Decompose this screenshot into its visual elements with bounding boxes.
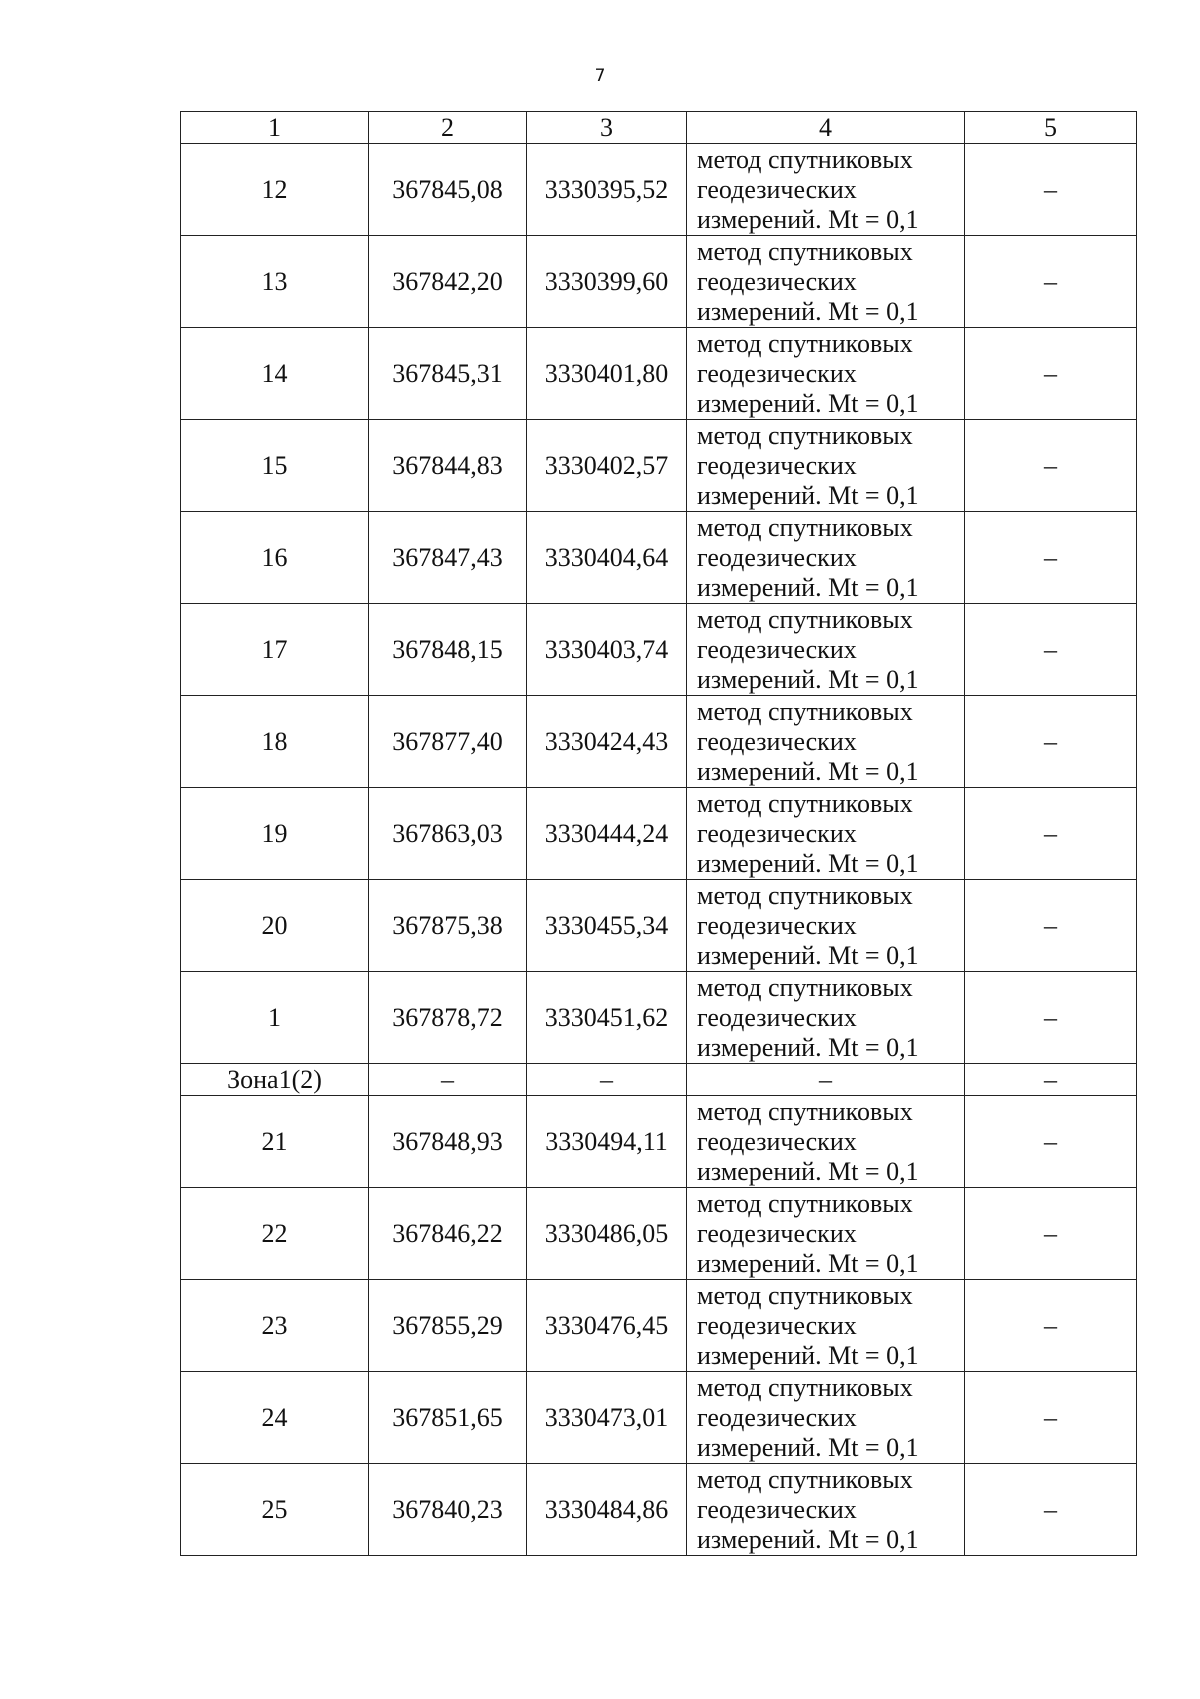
y-coordinate-cell: 3330444,24 [527, 788, 687, 880]
method-text-line: геодезических [697, 1218, 857, 1248]
table-row [181, 696, 1137, 788]
method-text-line: геодезических [697, 634, 857, 664]
point-number-cell: 18 [181, 696, 369, 788]
column-5-cell: – [965, 972, 1137, 1064]
method-text-line: измерений. Mt = 0,1 [697, 204, 919, 234]
table-row [181, 236, 1137, 328]
table-row [181, 1096, 1137, 1188]
table-row [181, 972, 1137, 1064]
method-cell [687, 788, 965, 880]
table-row [181, 604, 1137, 696]
table-row [181, 144, 1137, 236]
method-text-line: измерений. Mt = 0,1 [697, 480, 919, 510]
table-row [181, 512, 1137, 604]
method-text-line: метод спутниковых [697, 236, 913, 266]
method-text-line: метод спутниковых [697, 328, 913, 358]
method-text-line: метод спутниковых [697, 1280, 913, 1310]
y-coordinate-cell: 3330404,64 [527, 512, 687, 604]
method-cell [687, 236, 965, 328]
method-cell [687, 1188, 965, 1280]
point-number-cell: 16 [181, 512, 369, 604]
y-coordinate-cell: 3330403,74 [527, 604, 687, 696]
y-coordinate-cell: 3330402,57 [527, 420, 687, 512]
method-text-line: геодезических [697, 542, 857, 572]
method-text-line: метод спутниковых [697, 1188, 913, 1218]
method-text-line: измерений. Mt = 0,1 [697, 1248, 919, 1278]
column-header: 5 [965, 112, 1137, 144]
page-number: 7 [594, 66, 606, 86]
method-text-line: геодезических [697, 1402, 857, 1432]
method-cell [687, 328, 965, 420]
table-row [181, 1464, 1137, 1556]
x-coordinate-cell: 367878,72 [369, 972, 527, 1064]
x-coordinate-cell: 367847,43 [369, 512, 527, 604]
method-text-line: измерений. Mt = 0,1 [697, 848, 919, 878]
zone-dash-cell: – [687, 1064, 965, 1096]
method-cell [687, 604, 965, 696]
y-coordinate-cell: 3330451,62 [527, 972, 687, 1064]
point-number-cell: 13 [181, 236, 369, 328]
coordinates-table [180, 111, 1137, 1556]
point-number-cell: 24 [181, 1372, 369, 1464]
x-coordinate-cell: 367863,03 [369, 788, 527, 880]
table-row [181, 1280, 1137, 1372]
x-coordinate-cell: 367844,83 [369, 420, 527, 512]
method-text-line: геодезических [697, 1002, 857, 1032]
point-number-cell: 12 [181, 144, 369, 236]
table-row [181, 1188, 1137, 1280]
point-number-cell: 25 [181, 1464, 369, 1556]
method-text-line: измерений. Mt = 0,1 [697, 572, 919, 602]
column-5-cell: – [965, 512, 1137, 604]
method-text-line: метод спутниковых [697, 604, 913, 634]
column-5-cell: – [965, 788, 1137, 880]
method-text-line: измерений. Mt = 0,1 [697, 664, 919, 694]
zone-row [181, 1064, 1137, 1096]
column-header: 3 [527, 112, 687, 144]
method-cell [687, 696, 965, 788]
method-cell [687, 972, 965, 1064]
column-5-cell: – [965, 236, 1137, 328]
y-coordinate-cell: 3330399,60 [527, 236, 687, 328]
method-text-line: геодезических [697, 174, 857, 204]
x-coordinate-cell: 367848,93 [369, 1096, 527, 1188]
point-number-cell: 14 [181, 328, 369, 420]
method-text-line: геодезических [697, 266, 857, 296]
point-number-cell: 20 [181, 880, 369, 972]
column-5-cell: – [965, 144, 1137, 236]
zone-dash-cell: – [965, 1064, 1137, 1096]
method-text-line: метод спутниковых [697, 972, 913, 1002]
method-text-line: геодезических [697, 450, 857, 480]
table-row [181, 328, 1137, 420]
method-text-line: метод спутниковых [697, 1096, 913, 1126]
column-5-cell: – [965, 1372, 1137, 1464]
point-number-cell: 15 [181, 420, 369, 512]
zone-dash-cell: – [369, 1064, 527, 1096]
method-text-line: геодезических [697, 1494, 857, 1524]
method-cell [687, 880, 965, 972]
method-text-line: метод спутниковых [697, 880, 913, 910]
x-coordinate-cell: 367851,65 [369, 1372, 527, 1464]
table-header-row [181, 112, 1137, 144]
method-text-line: измерений. Mt = 0,1 [697, 1032, 919, 1062]
method-text-line: метод спутниковых [697, 1372, 913, 1402]
zone-label-cell: Зона1(2) [181, 1064, 369, 1096]
y-coordinate-cell: 3330424,43 [527, 696, 687, 788]
method-cell [687, 144, 965, 236]
method-text-line: метод спутниковых [697, 696, 913, 726]
y-coordinate-cell: 3330486,05 [527, 1188, 687, 1280]
method-text-line: геодезических [697, 726, 857, 756]
method-text-line: метод спутниковых [697, 788, 913, 818]
method-text-line: измерений. Mt = 0,1 [697, 296, 919, 326]
method-text-line: измерений. Mt = 0,1 [697, 1524, 919, 1554]
y-coordinate-cell: 3330494,11 [527, 1096, 687, 1188]
column-header: 4 [687, 112, 965, 144]
method-text-line: измерений. Mt = 0,1 [697, 1156, 919, 1186]
y-coordinate-cell: 3330401,80 [527, 328, 687, 420]
table-row [181, 788, 1137, 880]
column-5-cell: – [965, 1096, 1137, 1188]
method-text-line: геодезических [697, 1126, 857, 1156]
table-row [181, 420, 1137, 512]
point-number-cell: 1 [181, 972, 369, 1064]
x-coordinate-cell: 367845,31 [369, 328, 527, 420]
table-row [181, 880, 1137, 972]
x-coordinate-cell: 367842,20 [369, 236, 527, 328]
method-text-line: геодезических [697, 358, 857, 388]
method-text-line: измерений. Mt = 0,1 [697, 756, 919, 786]
method-cell [687, 512, 965, 604]
method-cell [687, 1280, 965, 1372]
column-header: 1 [181, 112, 369, 144]
method-cell [687, 420, 965, 512]
method-text-line: геодезических [697, 910, 857, 940]
method-text-line: измерений. Mt = 0,1 [697, 1340, 919, 1370]
x-coordinate-cell: 367846,22 [369, 1188, 527, 1280]
y-coordinate-cell: 3330473,01 [527, 1372, 687, 1464]
x-coordinate-cell: 367845,08 [369, 144, 527, 236]
column-5-cell: – [965, 328, 1137, 420]
method-text-line: измерений. Mt = 0,1 [697, 940, 919, 970]
column-5-cell: – [965, 604, 1137, 696]
zone-dash-cell: – [527, 1064, 687, 1096]
column-5-cell: – [965, 1464, 1137, 1556]
coordinates-table-body [181, 112, 1137, 1556]
point-number-cell: 21 [181, 1096, 369, 1188]
column-5-cell: – [965, 420, 1137, 512]
point-number-cell: 19 [181, 788, 369, 880]
column-5-cell: – [965, 696, 1137, 788]
point-number-cell: 17 [181, 604, 369, 696]
y-coordinate-cell: 3330395,52 [527, 144, 687, 236]
x-coordinate-cell: 367848,15 [369, 604, 527, 696]
x-coordinate-cell: 367855,29 [369, 1280, 527, 1372]
x-coordinate-cell: 367840,23 [369, 1464, 527, 1556]
x-coordinate-cell: 367877,40 [369, 696, 527, 788]
method-cell [687, 1464, 965, 1556]
method-text-line: метод спутниковых [697, 512, 913, 542]
point-number-cell: 23 [181, 1280, 369, 1372]
method-text-line: метод спутниковых [697, 144, 913, 174]
column-5-cell: – [965, 1188, 1137, 1280]
method-text-line: измерений. Mt = 0,1 [697, 388, 919, 418]
method-cell [687, 1096, 965, 1188]
method-text-line: геодезических [697, 818, 857, 848]
method-cell [687, 1372, 965, 1464]
point-number-cell: 22 [181, 1188, 369, 1280]
y-coordinate-cell: 3330484,86 [527, 1464, 687, 1556]
x-coordinate-cell: 367875,38 [369, 880, 527, 972]
table-row [181, 1372, 1137, 1464]
method-text-line: метод спутниковых [697, 1464, 913, 1494]
column-5-cell: – [965, 1280, 1137, 1372]
y-coordinate-cell: 3330476,45 [527, 1280, 687, 1372]
method-text-line: измерений. Mt = 0,1 [697, 1432, 919, 1462]
column-5-cell: – [965, 880, 1137, 972]
column-header: 2 [369, 112, 527, 144]
method-text-line: геодезических [697, 1310, 857, 1340]
y-coordinate-cell: 3330455,34 [527, 880, 687, 972]
method-text-line: метод спутниковых [697, 420, 913, 450]
